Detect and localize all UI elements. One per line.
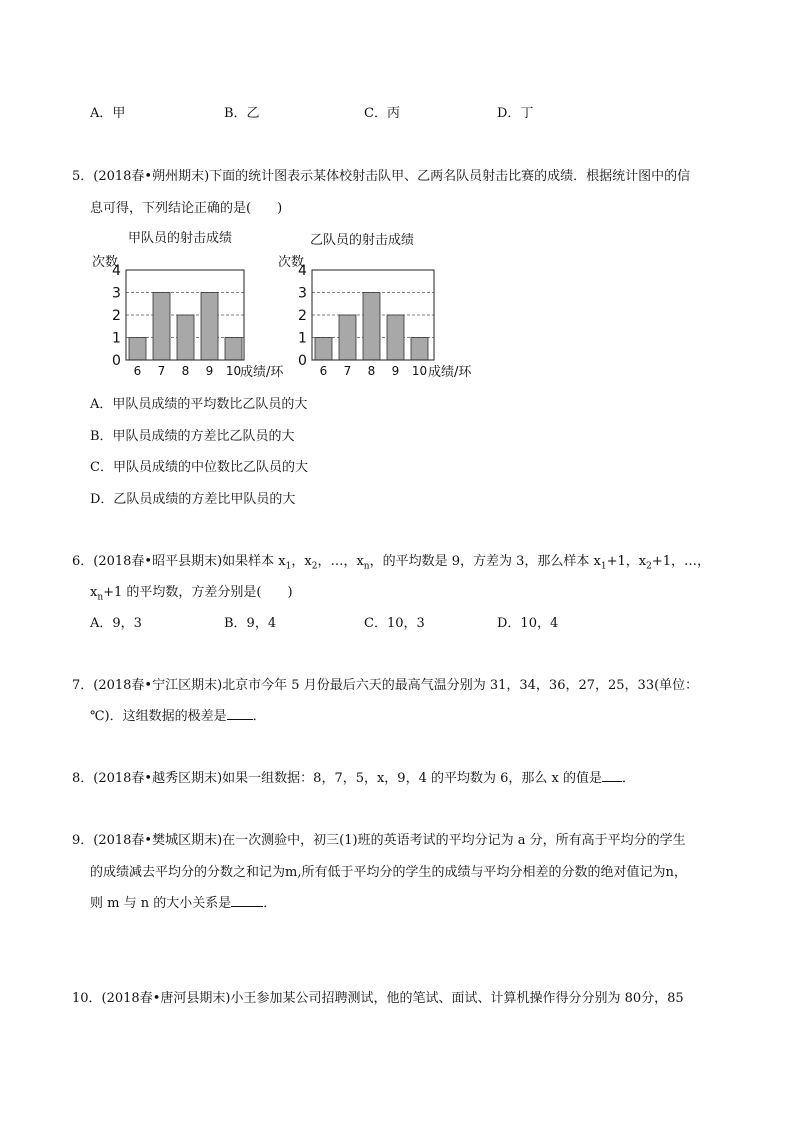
- bar-6: [129, 338, 146, 361]
- q9-stem-line2: 的成绩减去平均分的分数之和记为m,所有低于平均分的学生的成绩与平均分相差的分数的绝对值记为n，: [90, 865, 687, 880]
- q6-sub-2: 2: [311, 561, 318, 572]
- q5-option-c: C．甲队员成绩的中位数比乙队员的大: [90, 460, 308, 475]
- q9-answer-blank[interactable]: [231, 894, 263, 907]
- y-tick-label: 0: [112, 353, 121, 369]
- x-tick-label: 9: [205, 364, 214, 378]
- y-tick-label: 2: [112, 308, 121, 324]
- bar-9: [201, 293, 218, 361]
- q6-stem-line1: [72, 550, 710, 572]
- q6-text-c: ，…，x: [317, 554, 364, 569]
- y-tick-label: 4: [112, 263, 121, 279]
- chart-yi-svg: [278, 228, 458, 380]
- q7-stem-line1: 7．(2018春•宁江区期末)北京市今年 5 月份最后六天的最高气温分别为 31，34，36，27，25，33(单位：: [72, 678, 699, 693]
- x-tick-label: 10: [225, 364, 242, 378]
- y-tick-label: 1: [112, 330, 121, 347]
- q7-end: ．: [252, 709, 266, 724]
- x-tick-label: 8: [367, 364, 376, 378]
- y-tick-label: 0: [298, 353, 307, 369]
- chart-jia-title: 甲队员的射击成绩: [128, 231, 233, 246]
- q4-option-a: A．甲: [90, 106, 126, 121]
- x-tick-label: 6: [319, 364, 328, 378]
- q4-option-b: B．乙: [224, 106, 260, 121]
- bar-8: [363, 293, 380, 361]
- y-tick-label: 3: [112, 285, 121, 302]
- q6-sub-1b: 1: [600, 561, 607, 572]
- y-tick-label: 4: [298, 263, 307, 279]
- q5-stem-line1: 5．(2018春•朔州期末)下面的统计图表示某体校射击队甲、乙两名队员射击比赛的成绩．根据统计图中的信: [72, 169, 691, 184]
- q8-text: 8．(2018春•越秀区期末)如果一组数据：8，7，5，x，9，4 的平均数为 6，那么 x 的值是: [72, 771, 602, 786]
- chart-jia-ylabel: 次数: [92, 255, 119, 270]
- q6-sub-n: n: [363, 561, 370, 572]
- q6-stem-line2: [90, 581, 293, 603]
- q6-text-e: +1，x: [606, 554, 647, 569]
- q6-option-d: D．10，4: [497, 616, 559, 631]
- q8-answer-blank[interactable]: [602, 769, 622, 782]
- x-tick-label: 10: [411, 364, 428, 378]
- q6-option-a: A．9，3: [90, 616, 142, 631]
- q6-text-f: +1，…，: [651, 554, 711, 569]
- q4-option-c: C．丙: [364, 106, 400, 121]
- chart-jia: [92, 228, 272, 380]
- q6-sub-nb: n: [97, 592, 104, 603]
- y-tick-label: 2: [298, 308, 307, 324]
- x-tick-label: 6: [133, 364, 142, 378]
- q6-sub-1: 1: [285, 561, 292, 572]
- y-tick-label: 1: [298, 330, 307, 347]
- chart-yi-xlabel: 成绩/环: [428, 365, 472, 380]
- q7-text: ℃)．这组数据的极差是: [90, 709, 227, 724]
- q6-text-h: +1 的平均数，方差分别是( ): [103, 585, 293, 600]
- bar-6: [315, 338, 332, 361]
- q5-option-a: A．甲队员成绩的平均数比乙队员的大: [90, 397, 308, 412]
- q8-stem-line1: [72, 767, 635, 786]
- chart-jia-xlabel: 成绩/环: [240, 365, 284, 380]
- x-tick-label: 7: [343, 364, 352, 378]
- y-tick-label: 3: [298, 285, 307, 302]
- q7-answer-blank[interactable]: [227, 707, 253, 720]
- chart-yi-ylabel: 次数: [278, 255, 305, 270]
- q6-option-b: B．9，4: [224, 616, 277, 631]
- bar-10: [411, 338, 428, 361]
- q4-option-d: D．丁: [497, 106, 534, 121]
- q5-stem-line2: 息可得，下列结论正确的是( ): [90, 201, 283, 216]
- bar-7: [153, 293, 170, 361]
- q6-text-d: ，的平均数是 9，方差为 3，那么样本 x: [369, 554, 601, 569]
- q5-option-d: D．乙队员成绩的方差比甲队员的大: [90, 492, 296, 507]
- q7-stem-line2: [90, 705, 266, 724]
- q9-end: ．: [263, 896, 277, 911]
- q6-text-g: x: [90, 585, 98, 600]
- bar-10: [225, 338, 242, 361]
- bar-8: [177, 315, 194, 360]
- chart-yi: [278, 228, 458, 380]
- x-tick-label: 8: [181, 364, 190, 378]
- chart-yi-title: 乙队员的射击成绩: [310, 233, 415, 248]
- q9-stem-line1: 9．(2018春•樊城区期末)在一次测验中，初三(1)班的英语考试的平均分记为 a 分，所有高于平均分的学生: [72, 833, 686, 848]
- q10-stem-line1: 10．(2018春•唐河县期末)小王参加某公司招聘测试，他的笔试、面试、计算机操作得分分别为 80分，85: [72, 991, 684, 1006]
- q6-text-a: 6．(2018春•昭平县期末)如果样本 x: [72, 554, 286, 569]
- q6-text-b: ，x: [291, 554, 312, 569]
- q8-end: ．: [622, 771, 636, 786]
- x-tick-label: 9: [391, 364, 400, 378]
- q9-text: 则 m 与 n 的大小关系是: [90, 896, 232, 911]
- chart-jia-svg: [92, 228, 272, 380]
- q6-option-c: C．10，3: [364, 616, 425, 631]
- q9-stem-line3: [90, 892, 276, 911]
- x-tick-label: 7: [157, 364, 166, 378]
- bar-9: [387, 315, 404, 360]
- bar-7: [339, 315, 356, 360]
- q6-sub-2b: 2: [646, 561, 652, 572]
- q5-option-b: B．甲队员成绩的方差比乙队员的大: [90, 429, 295, 444]
